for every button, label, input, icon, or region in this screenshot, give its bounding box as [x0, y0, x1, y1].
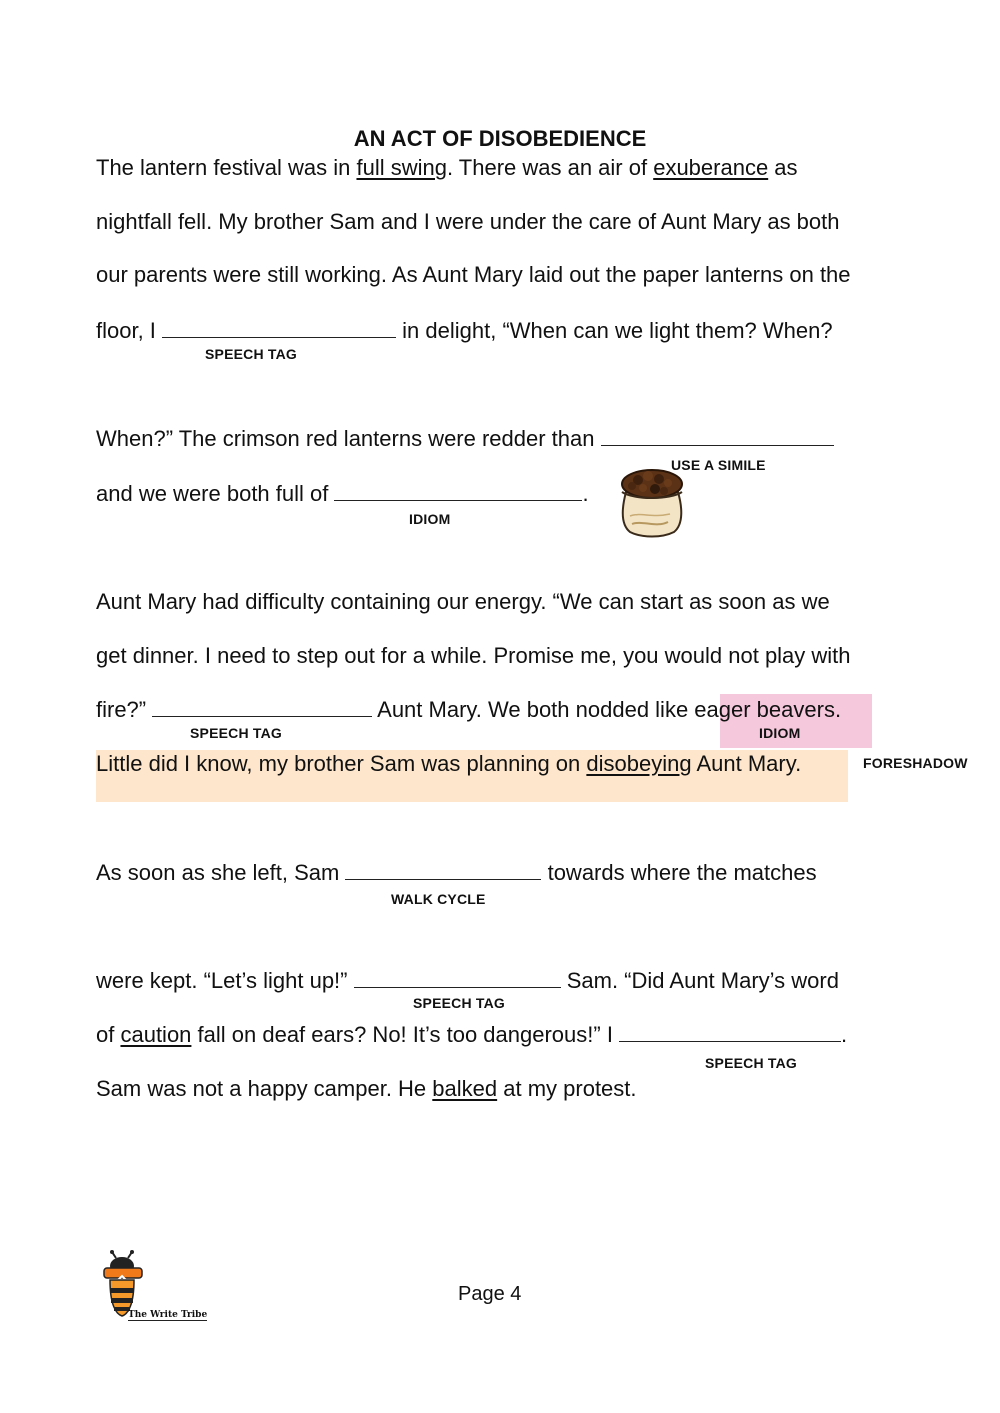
underlined-word: balked [432, 1076, 498, 1101]
p5-line2: of caution fall on deaf ears? No! It’s too dangerous!” I . [96, 1022, 848, 1047]
p3-line2: get dinner. I need to step out for a while. Promise me, you would not play with [96, 643, 851, 668]
page-title: AN ACT OF DISOBEDIENCE [353, 126, 647, 151]
tag-idiom-2: IDIOM [759, 725, 801, 741]
p2-line1: When?” The crimson red lanterns were redder than [96, 426, 834, 452]
tag-idiom-1: IDIOM [409, 511, 451, 527]
blank-idiom-1[interactable] [334, 482, 582, 501]
tag-simile: USE A SIMILE [671, 457, 766, 473]
blank-speech-tag-3[interactable] [354, 969, 561, 988]
p4-line1: As soon as she left, Sam towards where the matches [96, 860, 817, 885]
underlined-phrase: full swing [356, 155, 447, 180]
blank-speech-tag-1[interactable] [162, 319, 396, 338]
blank-simile[interactable] [601, 427, 834, 446]
highlighted-idiom: eager beavers [694, 697, 835, 722]
tag-walk-cycle: WALK CYCLE [391, 891, 486, 907]
p2-line2: and we were both full of . [96, 481, 589, 506]
p1-line1: The lantern festival was in full swing. There was an air of exuberance as [96, 155, 798, 180]
tag-foreshadow: FORESHADOW [863, 755, 968, 771]
tag-speech-3: SPEECH TAG [413, 995, 505, 1011]
p3-line4: Little did I know, my brother Sam was planning on disobeying Aunt Mary. [96, 751, 802, 776]
tag-speech-2: SPEECH TAG [190, 725, 282, 741]
tag-speech-1: SPEECH TAG [205, 346, 297, 362]
p1-line3: our parents were still working. As Aunt Mary laid out the paper lanterns on the [96, 262, 851, 287]
logo-text: The Write Tribe [128, 1310, 208, 1320]
p5-line3: Sam was not a happy camper. He balked at my protest. [96, 1076, 637, 1101]
blank-speech-tag-4[interactable] [619, 1023, 841, 1042]
p1-line4: floor, I in delight, “When can we light them? When? [96, 318, 833, 343]
tag-speech-4: SPEECH TAG [705, 1055, 797, 1071]
bag-of-beans-icon [612, 462, 690, 540]
page-number: Page 4 [458, 1283, 522, 1305]
underlined-word: disobeying [586, 751, 692, 776]
p1-line2: nightfall fell. My brother Sam and I were under the care of Aunt Mary as both [96, 209, 840, 234]
blank-walk-cycle[interactable] [345, 861, 541, 880]
p5-line1: were kept. “Let’s light up!” Sam. “Did Aunt Mary’s word [96, 968, 839, 993]
p3-line3: fire?” Aunt Mary. We both nodded like eager beavers. [96, 697, 842, 722]
p3-line1: Aunt Mary had difficulty containing our energy. “We can start as soon as we [96, 589, 830, 614]
underlined-word: caution [120, 1022, 192, 1047]
underlined-word: exuberance [653, 155, 769, 180]
logo [98, 1250, 208, 1328]
blank-speech-tag-2[interactable] [152, 698, 372, 717]
